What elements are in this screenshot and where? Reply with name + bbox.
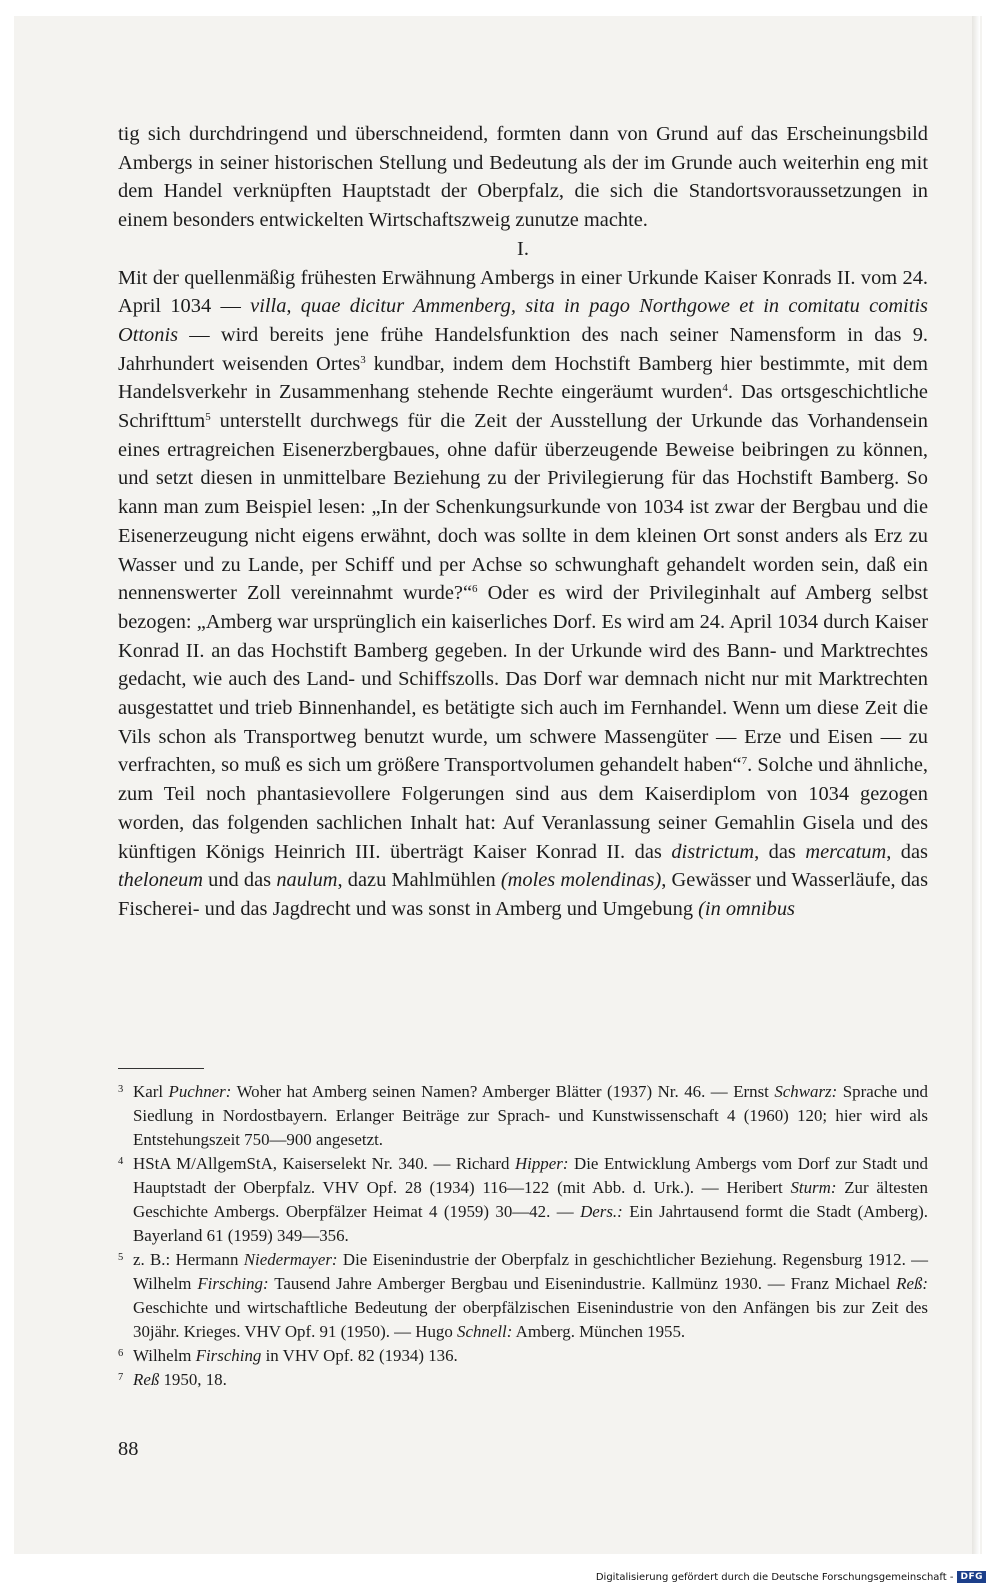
author-name: Firsching:	[197, 1274, 269, 1293]
author-name: Ders.:	[580, 1202, 623, 1221]
latin-term: (in omnibus	[698, 897, 795, 920]
text-run: . Das ortsgeschichtliche Schrifttum	[118, 381, 928, 433]
text-run: , das	[754, 840, 806, 863]
latin-term: mercatum	[805, 840, 887, 863]
author-name: Puchner:	[168, 1082, 232, 1101]
footnote-ref: 6	[472, 583, 478, 596]
text-run: , das	[886, 840, 928, 863]
digitization-credit	[596, 1571, 986, 1583]
author-name: Schwarz:	[774, 1082, 838, 1101]
text-run: Tausend Jahre Amberger Bergbau und Eisenindustrie. Kallmünz 1930. — Franz Michael	[268, 1274, 897, 1293]
section-heading: I.	[517, 237, 529, 260]
text-run: Die Eisenindustrie der Oberpfalz in geschichtlicher Beziehung. Regensburg 1912. — Wilhelm	[133, 1250, 929, 1293]
footnote-number: 6	[118, 1348, 124, 1359]
text-run: Zur ältesten Geschichte Ambergs. Oberpfälzer Heimat 4 (1959) 30—42. —	[133, 1178, 928, 1221]
author-name: Reß:	[896, 1274, 929, 1293]
text-run: Oder es wird der Privileginhalt auf Amberg selbst bezogen: „Amberg war ursprünglich ein kaiserliches Dorf. Es wird am 24. April 1034 durch Kaiser Konrad II. an das Hochstift Bamberg gegeben. In der Urkunde wird des Bann- und Marktrechtes gedacht, wie auch des Land- und Schiffszolls. Das Dorf war demnach nicht nur mit Marktrechten ausgestattet und trieb Binnenhandel, es betätigte sich auch im Fernhandel. Wenn um diese Zeit die Vils schon als Transportweg benutzt wurde, um schwere Massengüter — Erze und Eisen — zu verfrachten, so muß es sich um größere Transportvolumen gehandelt haben“	[118, 582, 928, 777]
footnote-4	[118, 1152, 928, 1248]
text-run: z. B.: Hermann	[133, 1250, 244, 1269]
author-name: Reß	[133, 1370, 160, 1389]
latin-quote: villa, quae dicitur Ammenberg, sita in pago Northgowe et in comitatu comitis Ottonis	[118, 295, 928, 346]
text-run: Die Entwicklung Ambergs vom Dorf zur Stadt und Hauptstadt der Oberpfalz. VHV Opf. 28 (1934) 116—122 (mit Abb. d. Urk.). — Heribert	[133, 1154, 928, 1197]
page-number: 88	[118, 1438, 139, 1460]
credit-text: Digitalisierung gefördert durch die Deutsche Forschungsgemeinschaft -	[595, 1571, 954, 1583]
body-paragraph	[118, 264, 928, 924]
text-run: 1950, 18.	[159, 1370, 227, 1389]
text-run: unterstellt durchwegs für die Zeit der Ausstellung der Urkunde das Vorhandensein eines ertragreichen Eisenerzbergbaues, ohne dafür überzeugende Beweise beibringen zu können, und setzt diesen in unmittelbare Beziehung zu der Privilegierung für das Hochstift Bamberg. So kann man zum Beispiel lesen: „In der Schenkungsurkunde von 1034 ist zwar der Bergbau und die Eisenerzeugung nicht eigens erwähnt, doch was sollte in dem kleinen Ort sonst anders als Erz zu Wasser und zu Lande, per Schiff und per Achse so schwunghaft gehandelt worden sein, daß ein nennenswerter Zoll vereinnahmt wurde?“	[118, 410, 928, 605]
text-run: Amberg. München 1955.	[512, 1322, 686, 1341]
text-run: Karl	[133, 1082, 169, 1101]
intro-paragraph: tig sich durchdringend und überschneidend, formten dann von Grund auf das Erscheinungsbild Ambergs in seiner historischen Stellung und Bedeutung als der im Grunde auch weiterhin eng mit dem Handel verknüpften Hauptstadt der Oberpfalz, die sich die Standortsvoraussetzungen in einem besonders entwickelten Wirtschaftszweig zunutze machte.	[118, 123, 928, 232]
text-run: HStA M/AllgemStA, Kaiserselekt Nr. 340. — Richard	[133, 1154, 515, 1173]
footnote-number: 7	[118, 1372, 124, 1383]
latin-term: theloneum	[118, 869, 203, 892]
text-run: in VHV Opf. 82 (1934) 136.	[261, 1346, 458, 1365]
footnote-ref: 3	[360, 353, 366, 366]
author-name: Hipper:	[514, 1154, 569, 1173]
footnote-ref: 5	[205, 411, 211, 424]
latin-term: districtum	[671, 840, 755, 863]
text-run: Sprache und Siedlung in Nordostbayern. Erlanger Beiträge zur Sprach- und Kunstwissenschaft 4 (1960) 120; hier wird als Entstehungszeit 750—900 angesetzt.	[133, 1082, 928, 1149]
latin-term: (moles molendinas)	[500, 869, 662, 892]
footnote-number: 5	[118, 1252, 124, 1263]
text-run: kundbar, indem dem Hochstift Bamberg hier bestimmte, mit dem Handelsverkehr in Zusammenhang stehende Rechte eingeräumt wurden	[118, 352, 929, 404]
latin-term: naulum	[276, 869, 338, 892]
author-name: Schnell:	[457, 1322, 513, 1341]
footnote-7	[118, 1368, 928, 1392]
text-run: Ein Jahrtausend formt die Stadt (Amberg). Bayerland 61 (1959) 349—356.	[133, 1202, 928, 1245]
footnote-6	[118, 1344, 928, 1368]
author-name: Sturm:	[790, 1178, 837, 1197]
text-run: und das	[202, 869, 277, 892]
dfg-logo: DFG	[957, 1571, 986, 1583]
text-run: , Gewässer und Wasserläufe, das Fischerei- und das Jagdrecht und was sonst in Amberg und Umgebung	[118, 869, 929, 920]
text-run: , dazu Mahlmühlen	[337, 869, 501, 892]
footnote-number: 3	[118, 1084, 124, 1095]
footnote-5	[118, 1248, 928, 1344]
main-text	[118, 120, 928, 924]
footnote-divider	[118, 1068, 204, 1069]
author-name: Firsching	[195, 1346, 262, 1365]
author-name: Niedermayer:	[243, 1250, 338, 1269]
text-run: Geschichte und wirtschaftliche Bedeutung der oberpfälzischen Eisenindustrie von den Anfängen bis zur Zeit des 30jähr. Krieges. VHV Opf. 91 (1950). — Hugo	[133, 1298, 928, 1341]
text-run: . Solche und ähnliche, zum Teil noch phantasievollere Folgerungen sind aus dem Kaiserdiplom von 1034 gezogen worden, das folgenden sachlichen Inhalt hat: Auf Veranlassung seiner Gemahlin Gisela und des künftigen Königs Heinrich III. überträgt Kaiser Konrad II. das	[118, 754, 928, 863]
text-run: Mit der quellenmäßig frühesten Erwähnung Ambergs in einer Urkunde Kaiser Konrads II. vom 24. April 1034 —	[118, 266, 928, 318]
footnote-number: 4	[118, 1156, 124, 1167]
footnote-ref: 4	[722, 382, 728, 395]
footnotes	[118, 1080, 928, 1392]
scan-edge	[972, 16, 980, 1554]
footnote-3	[118, 1080, 928, 1152]
text-run: Wilhelm	[133, 1346, 196, 1365]
text-run: Woher hat Amberg seinen Namen? Amberger Blätter (1937) Nr. 46. — Ernst	[231, 1082, 775, 1101]
text-run: — wird bereits jene frühe Handelsfunktion des nach seiner Namensform in das 9. Jahrhundert weisenden Ortes	[118, 323, 928, 375]
footnote-ref: 7	[741, 755, 748, 768]
